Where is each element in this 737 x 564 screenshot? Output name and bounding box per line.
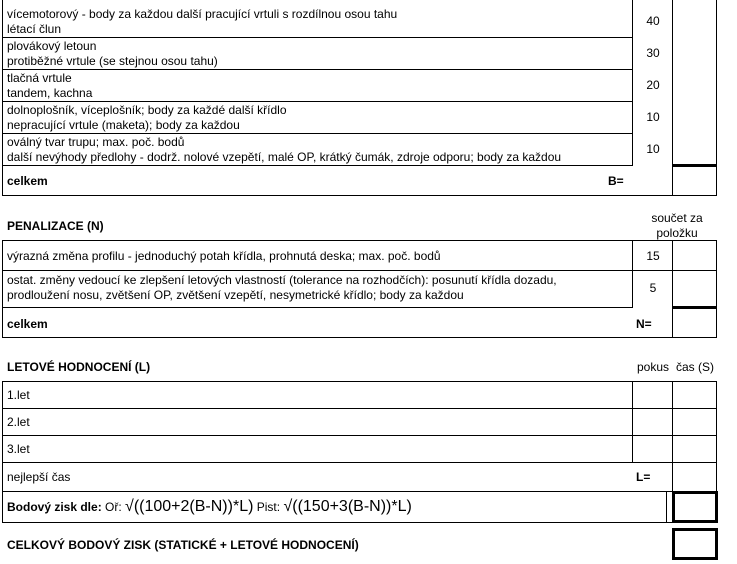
penalty-title: PENALIZACE (N) [7, 219, 104, 233]
bonus-item: plovákový letoun protiběžné vrtule (se stejnou osou tahu) [7, 39, 218, 68]
total-score-entry-box[interactable] [672, 528, 718, 560]
bonus-item: oválný tvar trupu; max. poč. bodů další nevýhody předlohy - dodrž. nolové vzepětí, malé OP, krátký čumák, zdroje odporu; body za každou [7, 135, 562, 164]
bonus-points: 40 [646, 14, 660, 28]
row-divider [2, 522, 717, 523]
b-entry-box[interactable] [672, 166, 673, 196]
time-col-left [672, 381, 673, 492]
flight-title: LETOVÉ HODNOCENÍ (L) [7, 360, 151, 374]
section-bottom-line [2, 195, 717, 196]
bonus-total-label: celkem [7, 174, 48, 188]
row-divider [2, 69, 632, 70]
total-box-top [672, 306, 717, 309]
row-divider [2, 270, 717, 271]
table-left-border [2, 0, 3, 196]
row-divider [2, 165, 632, 166]
penalty-points: 5 [649, 281, 657, 295]
bonus-points: 10 [646, 142, 660, 156]
time-col-right [716, 381, 717, 492]
row-divider [2, 435, 717, 436]
bonus-points: 20 [646, 78, 660, 92]
section-top-line [2, 381, 717, 382]
flight-row-label: 2.let [7, 415, 30, 429]
total-box-top [672, 164, 717, 167]
bonus-total-symbol: B= [608, 174, 624, 188]
score-formula-or: √((100+2(B-N))*L) [125, 498, 254, 515]
section-top-line [2, 240, 717, 241]
score-prefix-or: Oř: [105, 500, 122, 514]
bonus-points: 30 [646, 46, 660, 60]
row-divider [2, 37, 632, 38]
row-divider [2, 101, 632, 102]
flight-row-label: 1.let [7, 388, 30, 402]
score-formula [7, 497, 412, 517]
row-divider [2, 491, 717, 492]
score-label: Bodový zisk dle: [7, 500, 102, 514]
score-prefix-pist: Pist: [256, 500, 281, 514]
total-score-label: CELKOVÝ BODOVÝ ZISK (STATICKÉ + LETOVÉ HODNOCENÍ) [7, 538, 359, 552]
best-time-label: nejlepší čas [7, 470, 71, 484]
score-entry-box[interactable] [672, 491, 718, 523]
flight-col-header-time: čas (S) [675, 360, 714, 374]
attempt-col-left [632, 381, 633, 463]
row-divider [2, 307, 632, 308]
entry-col-right [716, 240, 717, 338]
penalty-col-header: součet za položku [651, 211, 703, 240]
penalty-total-symbol: N= [636, 317, 652, 331]
row-divider [2, 133, 632, 134]
points-col-left [632, 0, 633, 166]
penalty-total-label: celkem [7, 317, 48, 331]
flight-row-label: 3.let [7, 442, 30, 456]
table-left-border [2, 381, 3, 523]
bonus-item: tlačná vrtule tandem, kachna [7, 71, 93, 100]
bonus-points: 10 [646, 110, 660, 124]
penalty-points: 15 [646, 249, 660, 263]
bonus-item: dolnoplošník, víceplošník; body za každé další křídlo nepracující vrtule (maketa); body za každou [7, 103, 287, 132]
penalty-item: ostat. změny vedoucí ke zlepšení letových vlastností (tolerance na rozhodčích): posunutí křídla dozadu, prodloužení nosu, zvětšení OP, zvětšení vzepětí, nesymetrické křídlo; body za každou [7, 273, 557, 302]
flight-col-header-attempt: pokus [636, 360, 670, 374]
points-col-right [672, 240, 673, 338]
best-time-symbol: L= [636, 470, 651, 484]
penalty-item: výrazná změna profilu - jednoduchý potah křídla, prohnutá deska; max. poč. bodů [7, 249, 441, 263]
points-col-left [632, 240, 633, 308]
bonus-item: vícemotorový - body za každou další pracující vrtuli s rozdílnou osou tahu létací člun [7, 7, 398, 36]
row-divider [2, 462, 717, 463]
row-divider [2, 408, 717, 409]
entry-col-right [716, 0, 717, 196]
formula-col-right [666, 491, 667, 523]
score-formula-pist: √((150+3(B-N))*L) [283, 498, 412, 515]
section-bottom-line [2, 337, 717, 338]
table-left-border [2, 240, 3, 338]
